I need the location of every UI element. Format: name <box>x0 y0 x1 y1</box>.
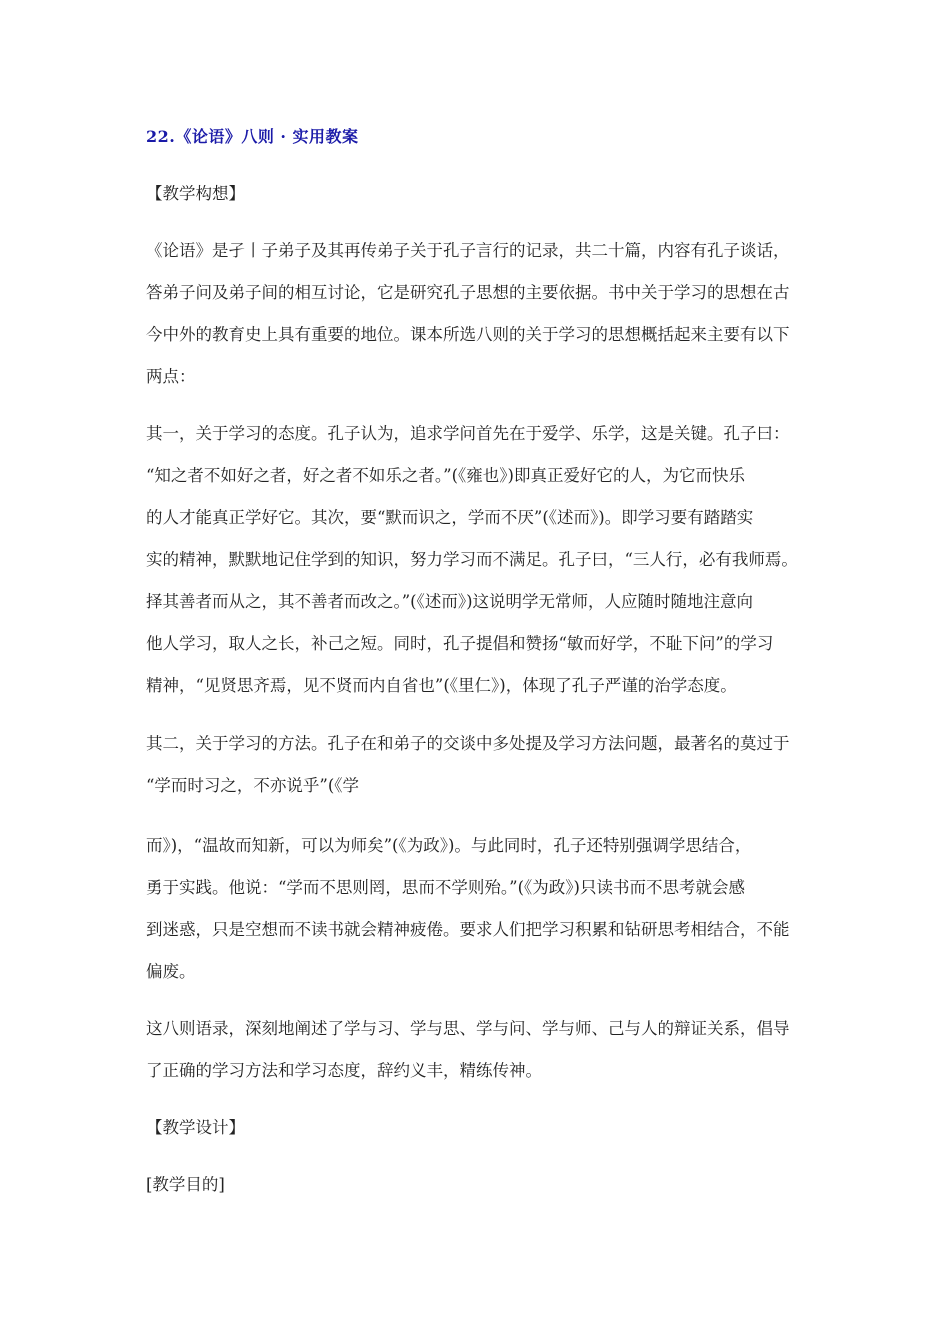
intro-line-1: 《论语》是孑丨子弟子及其再传弟子关于孔子言行的记录，共二十篇，内容有孔子谈话， <box>146 241 790 260</box>
heading-teaching-concept: 【教学构想】 <box>146 184 245 203</box>
method-line-3: 而》)，“温故而知新，可以为师矣”(《为政》)。与此同时，孔子还特别强调学思结合， <box>146 836 752 855</box>
attitude-line-1: 其一，关于学习的态度。孔子认为，追求学问首先在于爱学、乐学，这是关键。孔子曰： <box>146 424 790 443</box>
attitude-line-3: 的人才能真正学好它。其次，要“默而识之，学而不厌”(《述而》)。即学习要有踏踏实 <box>146 508 754 527</box>
summary-line-1: 这八则语录，深刻地阐述了学与习、学与思、学与问、学与师、己与人的辩证关系，倡导 <box>146 1019 790 1038</box>
method-line-1: 其二，关于学习的方法。孔子在和弟子的交谈中多处提及学习方法问题，最著名的莫过于 <box>146 734 790 753</box>
intro-line-4: 两点： <box>146 367 196 386</box>
method-line-5: 到迷惑，只是空想而不读书就会精神疲倦。要求人们把学习积累和钻研思考相结合，不能 <box>146 920 790 939</box>
attitude-line-6: 他人学习，取人之长，补己之短。同时，孔子提倡和赞扬“敏而好学，不耻下问”的学习 <box>146 634 774 653</box>
intro-line-3: 今中外的教育史上具有重要的地位。课本所选八则的关于学习的思想概括起来主要有以下 <box>146 325 790 344</box>
summary-line-2: 了正确的学习方法和学习态度，辞约义丰，精练传神。 <box>146 1061 542 1080</box>
intro-line-2: 答弟子问及弟子间的相互讨论，它是研究孔子思想的主要依据。书中关于学习的思想在古 <box>146 283 790 302</box>
attitude-line-2: “知之者不如好之者，好之者不如乐之者。”(《雍也》)即真正爱好它的人，为它而快乐 <box>146 466 745 485</box>
method-line-2: “学而时习之，不亦说乎”(《学 <box>146 776 360 795</box>
document-title: 22.《论语》八则 · 实用教案 <box>146 127 359 146</box>
attitude-line-5: 择其善者而从之，其不善者而改之。”(《述而》)这说明学无常师，人应随时随地注意向 <box>146 592 754 611</box>
attitude-line-4: 实的精神，默默地记住学到的知识，努力学习而不满足。孔子曰，“三人行，必有我师焉。 <box>146 550 798 569</box>
method-line-4: 勇于实践。他说：“学而不思则罔，思而不学则殆。”(《为政》)只读书而不思考就会感 <box>146 878 745 897</box>
heading-teaching-design: 【教学设计】 <box>146 1118 245 1137</box>
heading-teaching-goal: [教学目的] <box>146 1175 225 1194</box>
method-line-6: 偏废。 <box>146 962 196 981</box>
attitude-line-7: 精神，“见贤思齐焉，见不贤而内自省也”(《里仁》)，体现了孔子严谨的治学态度。 <box>146 676 737 695</box>
